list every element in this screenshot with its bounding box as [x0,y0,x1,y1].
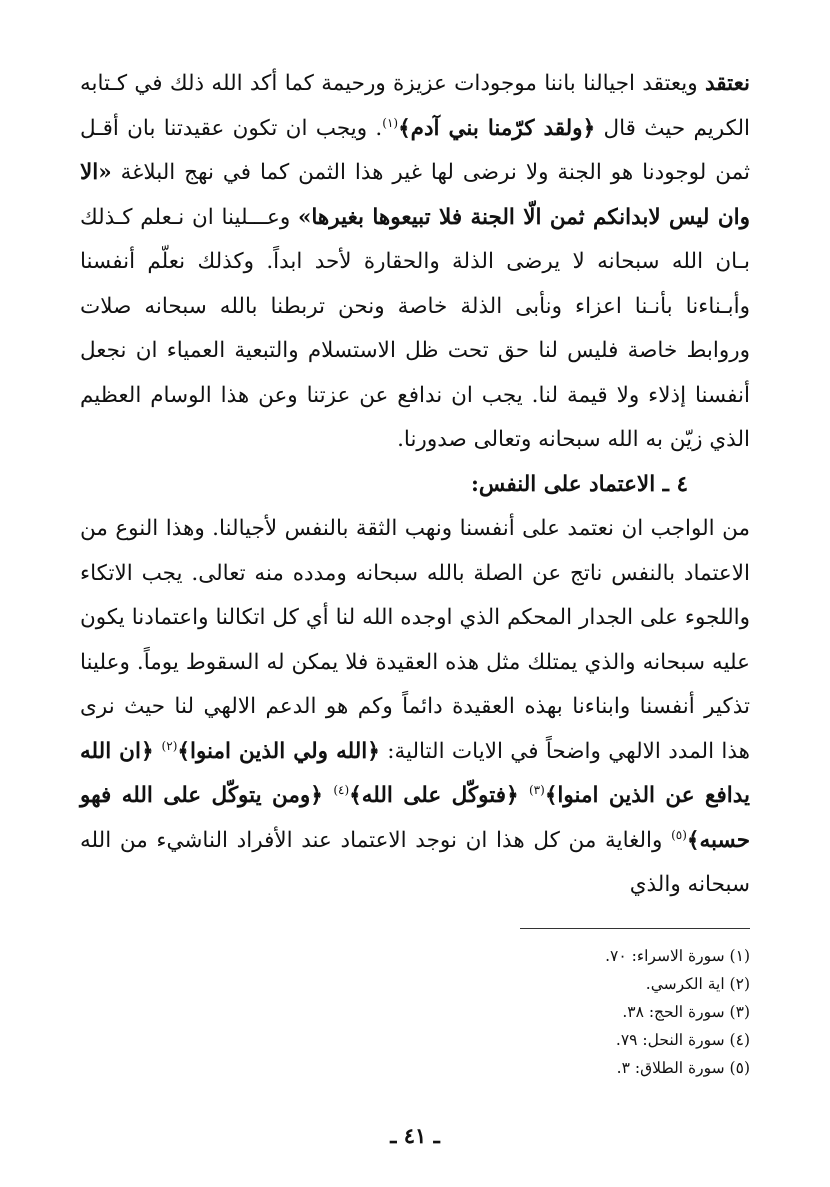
footnote-5: (٥) سورة الطلاق: ٣. [616,1059,750,1077]
footnote-4: (٤) سورة النحل: ٧٩. [615,1031,750,1049]
footnotes-list [350,942,750,1082]
nahj-quote: «الا وان ليس لابدانكم ثمن الّا الجنة فلا تبيعوها بغيرها» [80,160,750,230]
section-heading: ٤ ـ الاعتماد على النفس: [470,471,688,497]
quran-quote-3: ﴿ان الله يدافع عن الذين امنوا﴾ [80,738,750,808]
footnote-ref-4[interactable]: (٤) [333,782,350,797]
footnote-1: (١) سورة الاسراء: ٧٠. [605,947,750,965]
page-number: ـ ٤١ ـ [390,1123,440,1148]
paragraph-2 [80,507,750,908]
paragraph-2-text-a: من الواجب ان نعتمد على أنفسنا ونهب الثقة بالنفس لأجيالنا. وهذا النوع من الاعتماد بالنفس ناتج عن الصلة بالله سبحانه ومدده منه تعالى. يجب الاتكاء واللجوء على الجدار المحكم الذي اوجده الله لنا أي كل اتكالنا واعتمادنا يكون عليه سبحانه والذي يمتلك مثل هذه العقيدة فلا يمكن له السقوط يوماً. وعلينا تذكير أنفسنا وابناءنا بهذه العقيدة دائماً وكم هو الدعم الالهي لنا حيث نرى هذا المدد الالهي واضحاً في الايات التالية: [80,516,750,764]
paragraph-1-text-c: وعـــلينا ان نـعلم كـذلك بـان الله سبحانه لا يرضى الذلة والحقارة لأحد ابداً. وكذلك نعلّم أنفسنا وأبـناءنا بأنـنا اعزاء ونأبى الذلة خاصة ونحن تربطنا بالله سبحانه صلات وروابط خاصة فليس لنا حق تحت ظل الاستسلام والتبعية العمياء ان نجعل أنفسنا إذلاء ولا قيمة لنا. يجب ان ندافع عن عزتنا وعن هذا الوسام العظيم الذي زيّن به الله سبحانه وتعالى صدورنا. [80,204,750,452]
main-text [80,62,750,908]
footnote-ref-3[interactable]: (٣) [528,782,545,797]
paragraph-1 [80,62,750,463]
paragraph-2-text-b: والغاية من كل هذا ان نوجد الاعتماد عند الأفراد الناشيء من الله سبحانه والذي [80,827,750,897]
footnote-ref-1[interactable]: (١) [382,115,399,130]
quran-quote-1: ﴿ولقد كرّمنا بني آدم﴾ [398,115,596,141]
page-body [80,62,750,908]
paragraph-1-lead-word: نعتقد [704,71,750,96]
paragraph-1-text-b: . ويجب ان تكون عقيدتنا بان أقـل ثمن لوجودنا هو الجنة ولا نرضى لها غير هذا الثمن كما في نهج البلاغة [80,115,750,185]
footnote-2: (٢) اية الكرسي. [645,975,750,993]
quran-quote-4: ﴿فتوكّل على الله﴾ [349,783,529,808]
footnote-3: (٣) سورة الحج: ٣٨. [622,1003,750,1021]
footnote-divider [520,928,750,929]
footnote-ref-2[interactable]: (٢) [161,738,178,753]
quran-quote-5: ﴿ومن يتوكّل على الله فهو حسبه﴾ [80,783,750,853]
footnote-ref-5[interactable]: (٥) [671,827,687,842]
paragraph-1-text-a: ويعتقد اجيالنا باننا موجودات عزيزة ورحيمة كما أكد الله ذلك في كـتابه الكريم حيث قال [80,71,751,141]
quran-quote-2: ﴿الله ولي الذين امنوا﴾ [177,738,380,764]
